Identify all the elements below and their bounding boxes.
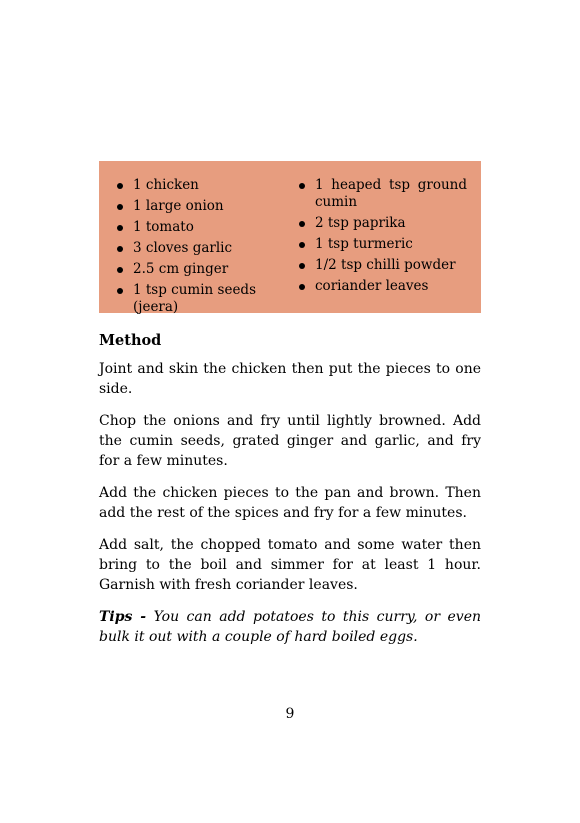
ingredient-text: 1 tomato xyxy=(133,219,194,235)
ingredient-text: 1 tsp cumin seeds (jeera) xyxy=(133,282,257,315)
bullet-icon xyxy=(117,288,123,294)
method-heading: Method xyxy=(99,332,162,349)
ingredient-item xyxy=(117,177,291,194)
method-step: Joint and skin the chicken then put the pieces to one side. xyxy=(99,361,481,397)
bullet-icon xyxy=(117,246,123,252)
ingredient-item xyxy=(299,278,467,295)
ingredient-item xyxy=(117,198,291,215)
ingredient-text: coriander leaves xyxy=(315,278,429,294)
bullet-icon xyxy=(299,242,305,248)
bullet-icon xyxy=(299,221,305,227)
tips-paragraph xyxy=(99,607,481,647)
bullet-icon xyxy=(117,225,123,231)
ingredient-item xyxy=(117,261,291,278)
ingredient-text: 1 large onion xyxy=(133,198,224,214)
ingredient-item xyxy=(299,236,467,253)
ingredient-item xyxy=(117,282,291,316)
bullet-icon xyxy=(117,183,123,189)
ingredient-text: 1 heaped tsp ground cumin xyxy=(315,177,467,210)
ingredient-item xyxy=(299,215,467,232)
bullet-icon xyxy=(299,183,305,189)
ingredient-item xyxy=(117,240,291,257)
bullet-icon xyxy=(117,204,123,210)
ingredient-item xyxy=(117,219,291,236)
ingredients-list-left xyxy=(117,177,291,313)
ingredient-text: 3 cloves garlic xyxy=(133,240,233,256)
ingredients-list-right xyxy=(291,177,467,313)
ingredient-text: 1 chicken xyxy=(133,177,199,193)
ingredient-text: 1/2 tsp chilli powder xyxy=(315,257,456,273)
ingredient-item xyxy=(299,177,467,211)
method-section xyxy=(99,331,481,659)
method-step: Chop the onions and fry until lightly browned. Add the cumin seeds, grated ginger and garlic, and fry for a few minutes. xyxy=(99,413,481,469)
ingredients-box xyxy=(99,161,481,313)
bullet-icon xyxy=(299,263,305,269)
ingredient-text: 2 tsp paprika xyxy=(315,215,406,231)
bullet-icon xyxy=(117,267,123,273)
tips-text: You can add potatoes to this curry, or even bulk it out with a couple of hard boiled eggs. xyxy=(99,609,482,645)
method-step: Add salt, the chopped tomato and some water then bring to the boil and simmer for at least 1 hour. Garnish with fresh coriander leaves. xyxy=(99,537,481,593)
ingredient-item xyxy=(299,257,467,274)
ingredient-text: 2.5 cm ginger xyxy=(133,261,229,277)
page-number: 9 xyxy=(285,706,295,722)
tips-label: Tips - xyxy=(99,609,147,625)
ingredient-text: 1 tsp turmeric xyxy=(315,236,413,252)
method-step: Add the chicken pieces to the pan and brown. Then add the rest of the spices and fry for a few minutes. xyxy=(99,485,481,521)
bullet-icon xyxy=(299,284,305,290)
